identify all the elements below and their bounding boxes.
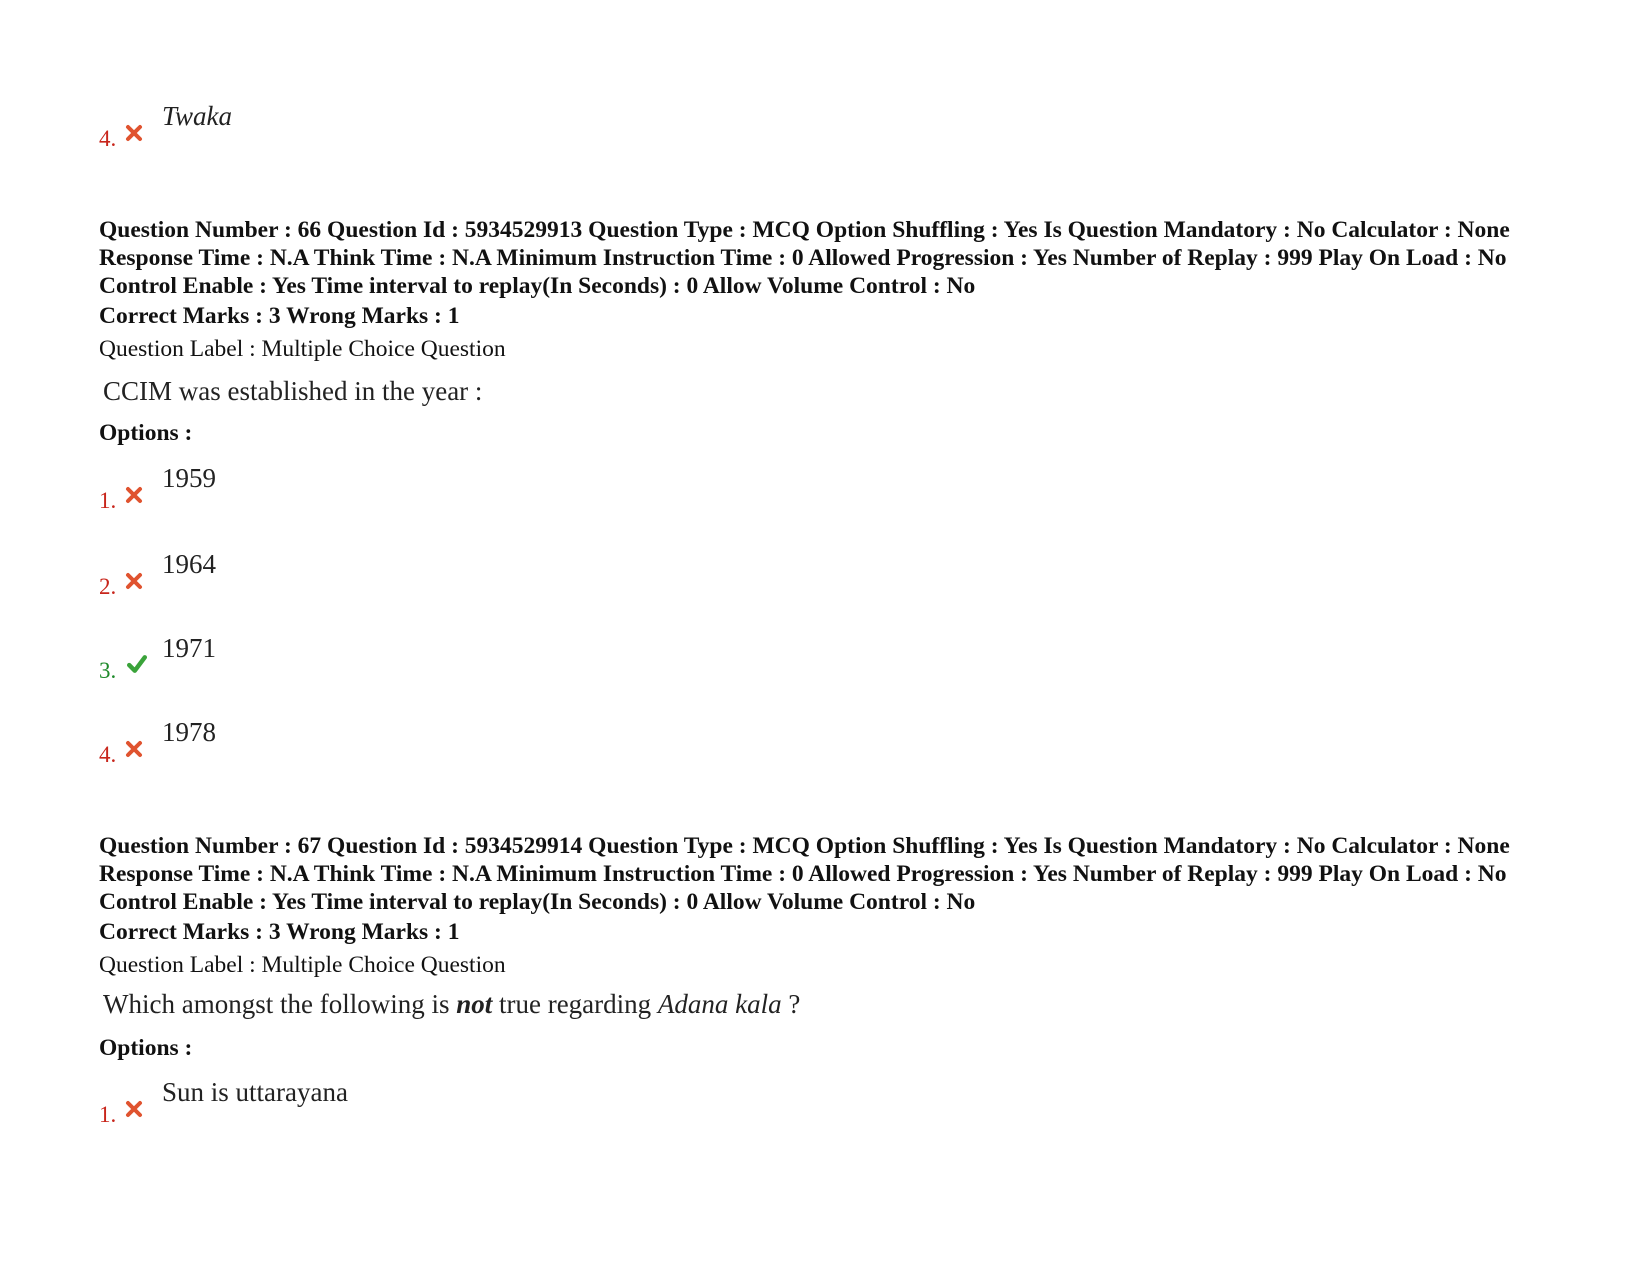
question-text-emphasis: not xyxy=(456,989,493,1019)
wrong-cross-icon xyxy=(125,572,143,590)
options-header: Options : xyxy=(99,420,193,446)
options-header: Options : xyxy=(99,1035,193,1061)
wrong-cross-icon xyxy=(125,486,143,504)
question-text: CCIM was established in the year : xyxy=(103,376,483,406)
question-marks: Correct Marks : 3 Wrong Marks : 1 xyxy=(99,919,460,945)
option-number: 1. xyxy=(99,1102,117,1127)
option-text: 1959 xyxy=(162,463,216,493)
option-text: 1964 xyxy=(162,549,216,579)
option-row xyxy=(99,1076,999,1126)
wrong-cross-icon xyxy=(125,124,143,142)
option-number: 4. xyxy=(99,126,117,151)
option-number: 3. xyxy=(99,658,117,683)
wrong-cross-icon xyxy=(125,1100,143,1118)
option-text: 1978 xyxy=(162,717,216,747)
question-text-middle: true regarding xyxy=(492,989,658,1019)
question-text-after: ? xyxy=(781,989,801,1019)
question-text-before: Which amongst the following is xyxy=(103,989,457,1019)
option-row xyxy=(99,632,999,682)
option-text: Twaka xyxy=(162,101,233,131)
option-row xyxy=(99,100,999,150)
option-row xyxy=(99,462,999,512)
question-meta: Question Number : 66 Question Id : 5934529913 Question Type : MCQ Option Shuffling : Yes Is Question Mandatory : No Calculator : None Response Time : N.A Think Time : N.A Minimum Instruction Time : 0 Allowed Progression : Yes Number of Replay : 999 Play On Load : No Control Enable : Yes Time interval to replay(In Seconds) : 0 Allow Volume Control : No xyxy=(99,217,1510,299)
question-meta: Question Number : 67 Question Id : 5934529914 Question Type : MCQ Option Shuffling : Yes Is Question Mandatory : No Calculator : None Response Time : N.A Think Time : N.A Minimum Instruction Time : 0 Allowed Progression : Yes Number of Replay : 999 Play On Load : No Control Enable : Yes Time interval to replay(In Seconds) : 0 Allow Volume Control : No xyxy=(99,833,1510,915)
question-marks: Correct Marks : 3 Wrong Marks : 1 xyxy=(99,303,460,329)
option-row xyxy=(99,548,999,598)
correct-check-icon xyxy=(125,654,149,674)
question-text xyxy=(103,988,800,1020)
option-number: 4. xyxy=(99,742,117,767)
option-text: Sun is uttarayana xyxy=(162,1077,348,1107)
option-row xyxy=(99,716,999,766)
question-label: Question Label : Multiple Choice Question xyxy=(99,952,506,978)
question-text-term: Adana kala xyxy=(657,989,782,1019)
wrong-cross-icon xyxy=(125,740,143,758)
option-text: 1971 xyxy=(162,633,216,663)
option-number: 1. xyxy=(99,488,117,513)
question-label: Question Label : Multiple Choice Question xyxy=(99,336,506,362)
option-number: 2. xyxy=(99,574,117,599)
